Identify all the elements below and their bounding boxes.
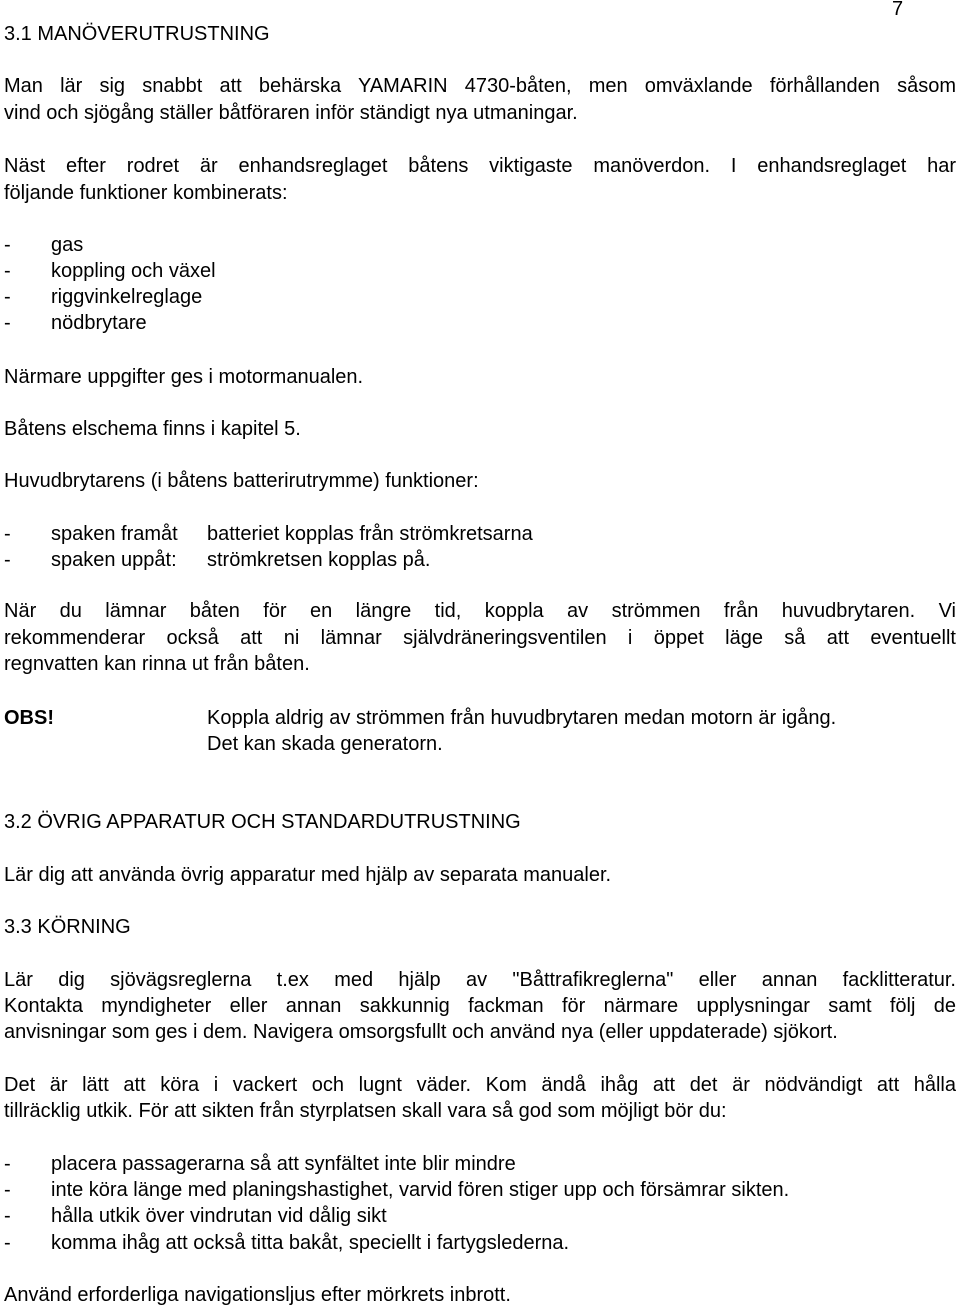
paragraph-line: Huvudbrytarens (i båtens batterirutrymme) funktioner:: [4, 470, 479, 492]
paragraph-line: Båtens elschema finns i kapitel 5.: [4, 418, 301, 440]
list-item: nödbrytare: [51, 312, 147, 334]
paragraph-line: vind och sjögång ställer båtföraren inför ständigt nya utmaningar.: [4, 102, 578, 124]
paragraph-line: Lär dig sjövägsreglerna t.ex med hjälp av "Båttrafikreglerna" eller annan facklitteratur.: [4, 969, 956, 991]
switch-effect: batteriet kopplas från strömkretsarna: [207, 523, 533, 545]
paragraph-line: följande funktioner kombinerats:: [4, 182, 288, 204]
switch-position: spaken framåt: [51, 523, 178, 545]
list-item: placera passagerarna så att synfältet inte blir mindre: [51, 1153, 516, 1175]
section-heading-3-3: 3.3 KÖRNING: [4, 916, 131, 938]
list-item: inte köra länge med planingshastighet, varvid fören stiger upp och försämrar sikten.: [51, 1179, 790, 1201]
paragraph-line: tillräcklig utkik. För att sikten från styrplatsen skall vara så god som möjligt bör du:: [4, 1100, 727, 1122]
list-dash: -: [4, 523, 11, 545]
list-dash: -: [4, 1179, 11, 1201]
obs-label: OBS!: [4, 707, 54, 729]
list-dash: -: [4, 1153, 11, 1175]
paragraph-line: rekommenderar också att ni lämnar självdräneringsventilen i öppet läge så att eventuellt: [4, 627, 956, 649]
paragraph-line: regnvatten kan rinna ut från båten.: [4, 653, 310, 675]
list-dash: -: [4, 286, 11, 308]
switch-effect: strömkretsen kopplas på.: [207, 549, 431, 571]
obs-warning: Koppla aldrig av strömmen från huvudbrytaren medan motorn är igång.: [207, 707, 837, 729]
list-item: gas: [51, 234, 84, 256]
paragraph-line: Kontakta myndigheter eller annan sakkunnig fackman för närmare upplysningar samt följ de: [4, 995, 956, 1017]
paragraph-line: Lär dig att använda övrig apparatur med hjälp av separata manualer.: [4, 864, 612, 886]
paragraph-line: Närmare uppgifter ges i motormanualen.: [4, 366, 364, 388]
list-dash: -: [4, 1205, 11, 1227]
paragraph-line: Näst efter rodret är enhandsreglaget båtens viktigaste manöverdon. I enhandsreglaget har: [4, 155, 956, 177]
list-item: riggvinkelreglage: [51, 286, 203, 308]
paragraph-line: Man lär sig snabbt att behärska YAMARIN 4730-båten, men omväxlande förhållanden såsom: [4, 75, 956, 97]
obs-warning: Det kan skada generatorn.: [207, 733, 443, 755]
paragraph-line: När du lämnar båten för en längre tid, koppla av strömmen från huvudbrytaren. Vi: [4, 600, 956, 622]
section-heading-3-1: 3.1 MANÖVERUTRUSTNING: [4, 23, 270, 45]
list-dash: -: [4, 549, 11, 571]
paragraph-line: anvisningar som ges i dem. Navigera omsorgsfullt och använd nya (eller uppdaterade) sjökort.: [4, 1021, 838, 1043]
section-heading-3-2: 3.2 ÖVRIG APPARATUR OCH STANDARDUTRUSTNING: [4, 811, 521, 833]
switch-position: spaken uppåt:: [51, 549, 177, 571]
list-dash: -: [4, 234, 11, 256]
list-dash: -: [4, 260, 11, 282]
paragraph-line: Använd erforderliga navigationsljus efter mörkrets inbrott.: [4, 1284, 511, 1306]
list-dash: -: [4, 312, 11, 334]
paragraph-line: Det är lätt att köra i vackert och lugnt väder. Kom ändå ihåg att det är nödvändigt att hålla: [4, 1074, 956, 1096]
list-item: koppling och växel: [51, 260, 216, 282]
list-item: komma ihåg att också titta bakåt, speciellt i fartygslederna.: [51, 1232, 570, 1254]
list-item: hålla utkik över vindrutan vid dålig sikt: [51, 1205, 387, 1227]
list-dash: -: [4, 1232, 11, 1254]
page-number: 7: [892, 0, 904, 20]
